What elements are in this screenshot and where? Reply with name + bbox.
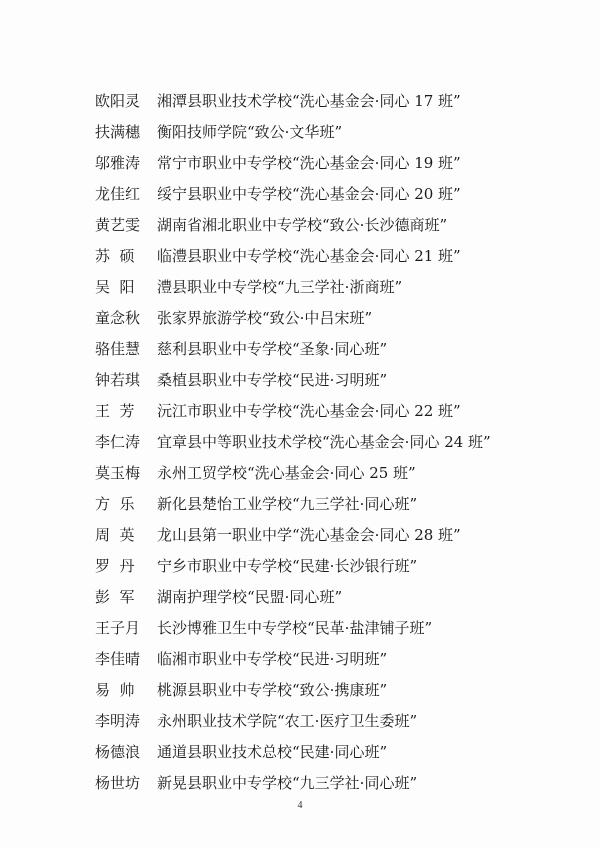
list-item (95, 85, 575, 116)
student-name: 王子月 (95, 619, 141, 637)
list-item (95, 395, 575, 426)
list-item (95, 581, 575, 612)
student-name: 易 帅 (95, 681, 135, 699)
student-name: 莫玉梅 (95, 464, 141, 482)
student-name: 邬雅涛 (95, 154, 141, 172)
school-class: 沅江市职业中专学校“洗心基金会·同心 22 班” (157, 402, 461, 420)
list-item (95, 488, 575, 519)
student-name: 扶满穗 (95, 123, 141, 141)
student-name: 吴 阳 (95, 278, 135, 296)
school-class: 湖南省湘北职业中专学校“致公·长沙德商班” (157, 216, 448, 234)
list-item (95, 116, 575, 147)
school-class: 湖南护理学校“民盟·同心班” (157, 588, 343, 606)
student-name: 方 乐 (95, 495, 135, 513)
student-name: 童念秋 (95, 309, 141, 327)
student-name: 苏 硕 (95, 247, 135, 265)
student-name: 杨世坊 (95, 774, 141, 792)
list-item (95, 705, 575, 736)
school-class: 长沙博雅卫生中专学校“民革·盐津铺子班” (157, 619, 433, 637)
school-class: 新化县楚怡工业学校“九三学社·同心班” (157, 495, 418, 513)
page-number: 4 (297, 800, 303, 811)
student-list (95, 85, 575, 798)
list-item (95, 333, 575, 364)
school-class: 龙山县第一职业中学“洗心基金会·同心 28 班” (157, 526, 461, 544)
school-class: 临湘市职业中专学校“民进·习明班” (157, 650, 388, 668)
school-class: 宁乡市职业中专学校“民建·长沙银行班” (157, 557, 418, 575)
student-name: 欧阳灵 (95, 92, 141, 110)
list-item (95, 271, 575, 302)
school-class: 慈利县职业中专学校“圣象·同心班” (157, 340, 388, 358)
school-class: 永州工贸学校“洗心基金会·同心 25 班” (157, 464, 416, 482)
school-class: 临澧县职业中专学校“洗心基金会·同心 21 班” (157, 247, 461, 265)
student-name: 杨德浪 (95, 743, 141, 761)
list-item (95, 674, 575, 705)
school-class: 通道县职业技术总校“民建·同心班” (157, 743, 388, 761)
school-class: 新晃县职业中专学校“九三学社·同心班” (157, 774, 418, 792)
school-class: 湘潭县职业技术学校“洗心基金会·同心 17 班” (157, 92, 461, 110)
student-name: 罗 丹 (95, 557, 135, 575)
list-item (95, 209, 575, 240)
list-item (95, 178, 575, 209)
school-class: 澧县职业中专学校“九三学社·浙商班” (157, 278, 403, 296)
student-name: 龙佳红 (95, 185, 141, 203)
school-class: 绥宁县职业中专学校“洗心基金会·同心 20 班” (157, 185, 461, 203)
list-item (95, 643, 575, 674)
school-class: 桃源县职业中专学校“致公·携康班” (157, 681, 388, 699)
list-item (95, 240, 575, 271)
student-name: 李佳晴 (95, 650, 141, 668)
student-name: 彭 军 (95, 588, 135, 606)
school-class: 永州职业技术学院“农工·医疗卫生委班” (157, 712, 418, 730)
list-item (95, 457, 575, 488)
school-class: 衡阳技师学院“致公·文华班” (157, 123, 343, 141)
student-name: 李明涛 (95, 712, 141, 730)
student-name: 周 英 (95, 526, 135, 544)
list-item (95, 364, 575, 395)
school-class: 常宁市职业中专学校“洗心基金会·同心 19 班” (157, 154, 461, 172)
list-item (95, 302, 575, 333)
student-name: 王 芳 (95, 402, 135, 420)
list-item (95, 147, 575, 178)
list-item (95, 519, 575, 550)
list-item (95, 550, 575, 581)
school-class: 宜章县中等职业技术学校“洗心基金会·同心 24 班” (157, 433, 491, 451)
list-item (95, 426, 575, 457)
school-class: 桑植县职业中专学校“民进·习明班” (157, 371, 388, 389)
school-class: 张家界旅游学校“致公·中吕宋班” (157, 309, 373, 327)
student-name: 钟若琪 (95, 371, 141, 389)
student-name: 黄艺雯 (95, 216, 141, 234)
list-item (95, 767, 575, 798)
list-item (95, 612, 575, 643)
student-name: 骆佳慧 (95, 340, 141, 358)
list-item (95, 736, 575, 767)
student-name: 李仁涛 (95, 433, 141, 451)
